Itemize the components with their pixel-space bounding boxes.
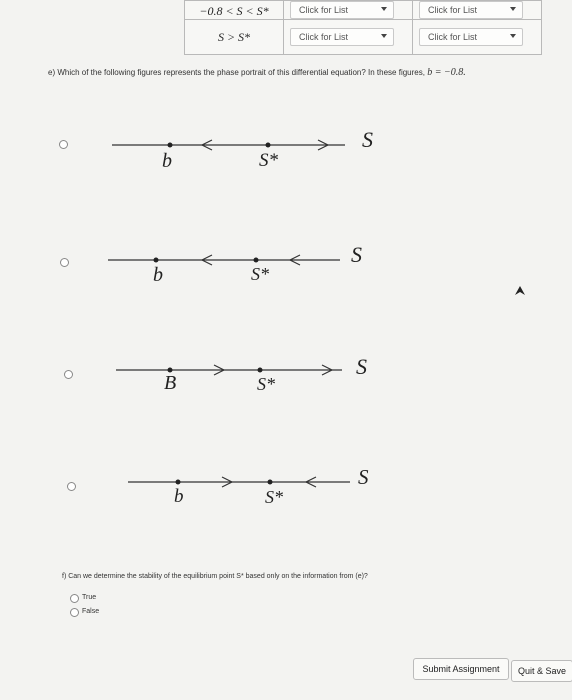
label-s: S [358,465,369,489]
condition-cell: −0.8 < S < S* [185,1,284,20]
label-b: b [174,486,184,507]
phase-line-option-3 [110,358,370,398]
label-b: b [162,150,172,172]
radio-option-3[interactable] [64,370,73,379]
label-s-star: S* [265,487,283,507]
dropdown-select[interactable]: Click for List [290,28,394,46]
caret-down-icon [381,7,387,11]
quit-save-button[interactable]: Quit & Save [511,660,572,682]
label-s: S [351,242,362,267]
response-table [184,0,542,55]
dropdown-select[interactable]: Click for List [419,1,523,19]
dropdown-select[interactable]: Click for List [290,1,394,19]
radio-false[interactable] [70,608,79,617]
phase-line-option-1 [100,130,380,180]
label-s-star: S* [257,374,275,394]
caret-down-icon [510,7,516,11]
caret-down-icon [381,34,387,38]
label-s-star: S* [251,264,269,284]
radio-option-2[interactable] [60,258,69,267]
radio-option-1[interactable] [59,140,68,149]
table-row [185,20,542,55]
table-row [185,1,542,20]
option-true-label: True [82,594,97,601]
cursor-arrow-icon [513,284,527,298]
radio-true[interactable] [70,594,79,603]
label-b: b [153,264,163,286]
label-s: S [362,127,373,152]
option-false-label: False [82,608,100,615]
label-b: B [164,372,177,394]
radio-option-4[interactable] [67,482,76,491]
label-s-star: S* [259,150,278,171]
submit-assignment-button[interactable]: Submit Assignment [413,658,509,680]
phase-line-option-4 [120,470,380,510]
label-s: S [356,354,367,379]
caret-down-icon [510,34,516,38]
question-f-text: f) Can we determine the stability of the equilibrium point S* based only on the information from (e)? [62,573,368,580]
question-e-text: e) Which of the following figures represents the phase portrait of this differential equation? In these figures, b = −0.8. [48,67,466,78]
condition-cell: S > S* [185,20,284,55]
dropdown-select[interactable]: Click for List [419,28,523,46]
phase-line-option-2 [100,246,380,296]
